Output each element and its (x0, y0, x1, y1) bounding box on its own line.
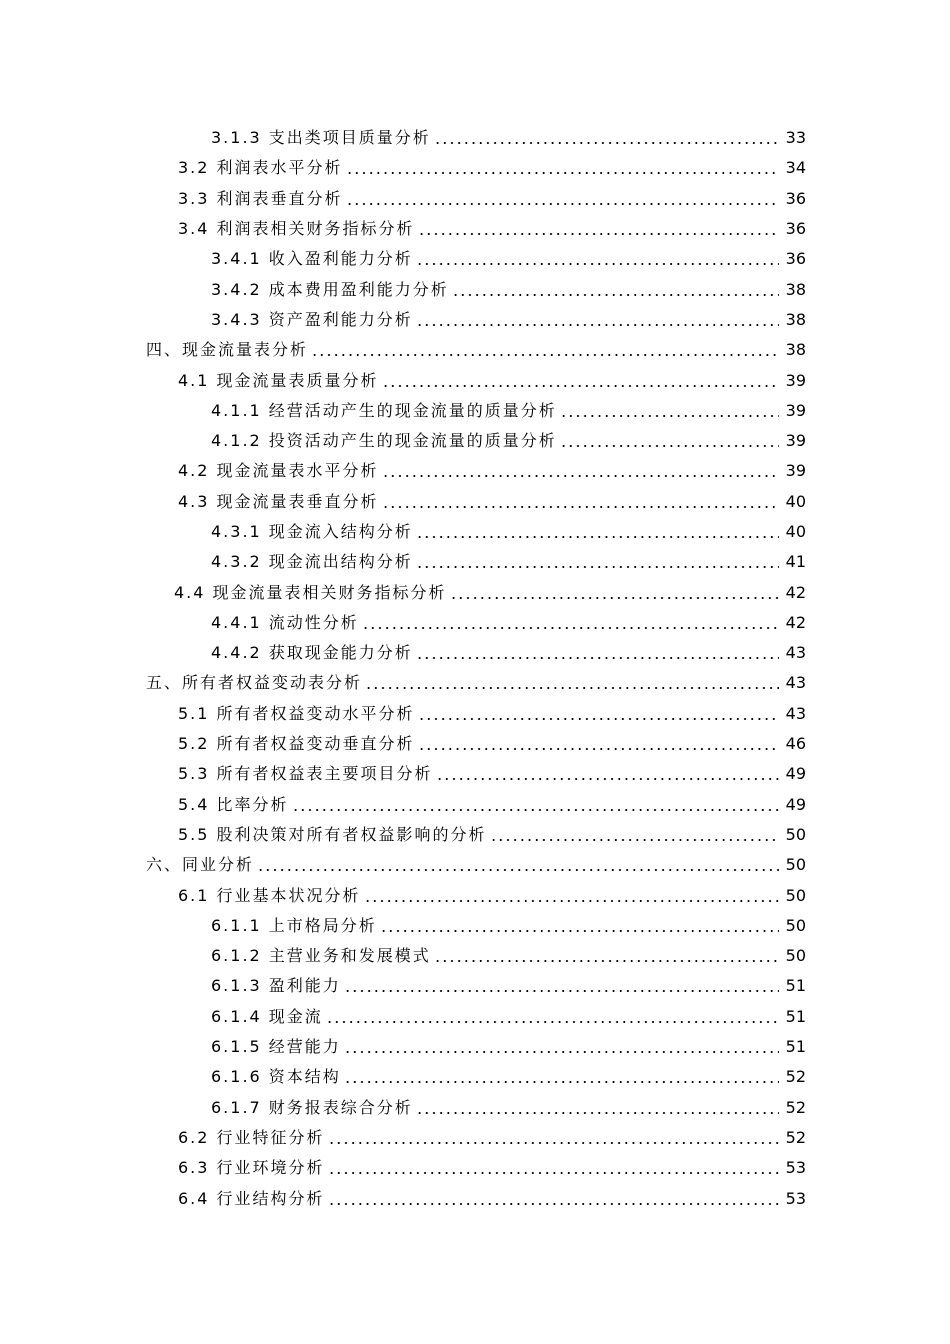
toc-entry-page-number: 39 (785, 400, 806, 420)
toc-entry-page-number: 53 (785, 1188, 806, 1208)
toc-entry[interactable] (0, 971, 950, 1001)
toc-entry-title: 3.4 利润表相关财务指标分析 (178, 219, 415, 239)
toc-entry[interactable] (0, 1123, 950, 1153)
toc-entry-title: 4.3.1 现金流入结构分析 (211, 522, 413, 541)
toc-entry-page-number: 52 (785, 1097, 806, 1117)
toc-entry-title: 4.3.2 现金流出结构分析 (211, 552, 413, 572)
toc-entry-title: 3.4.1 收入盈利能力分析 (211, 249, 413, 269)
toc-dot-leader (344, 990, 779, 992)
toc-entry-title: 6.2 行业特征分析 (178, 1127, 325, 1147)
toc-entry[interactable] (0, 880, 950, 910)
toc-entry-title: 4.1.2 投资活动产生的现金流量的质量分析 (211, 431, 557, 451)
toc-entry-page-number: 36 (785, 219, 806, 239)
toc-entry-title: 5.2 所有者权益变动垂直分析 (178, 734, 415, 754)
toc-dot-leader (450, 597, 779, 599)
toc-entry-title: 3.4.2 成本费用盈利能力分析 (211, 279, 449, 299)
toc-entry-title: 五、所有者权益变动表分析 (146, 673, 363, 693)
toc-entry-page-number: 51 (785, 976, 806, 996)
toc-entry[interactable] (0, 547, 950, 577)
toc-entry-page-number: 43 (785, 643, 806, 663)
toc-entry[interactable] (0, 1093, 950, 1123)
toc-entry[interactable] (0, 396, 950, 426)
toc-entry-page-number: 33 (785, 128, 806, 148)
toc-entry-title: 3.1.3 支出类项目质量分析 (211, 128, 431, 148)
toc-entry-title: 4.3 现金流量表垂直分析 (178, 491, 379, 511)
toc-dot-leader (436, 778, 779, 780)
toc-entry-page-number: 38 (785, 340, 806, 360)
toc-entry[interactable] (0, 1183, 950, 1213)
toc-dot-leader (416, 536, 779, 538)
toc-entry[interactable] (0, 305, 950, 335)
toc-entry-page-number: 53 (785, 1158, 806, 1178)
toc-entry-title: 4.1.1 经营活动产生的现金流量的质量分析 (211, 400, 557, 420)
toc-entry-title: 4.2 现金流量表水平分析 (178, 461, 379, 481)
toc-entry-page-number: 42 (785, 612, 806, 632)
toc-entry-title: 5.4 比率分析 (178, 794, 289, 814)
toc-entry-page-number: 49 (785, 794, 806, 814)
toc-entry[interactable] (0, 790, 950, 820)
toc-entry-title: 6.1.1 上市格局分析 (211, 915, 377, 935)
toc-entry-page-number: 36 (785, 249, 806, 269)
toc-entry-title: 3.2 利润表水平分析 (178, 158, 343, 178)
toc-dot-leader (365, 687, 779, 689)
toc-dot-leader (328, 1172, 779, 1174)
toc-entry[interactable] (0, 274, 950, 304)
toc-entry-title: 6.1.4 现金流 (211, 1006, 323, 1026)
toc-entry-page-number: 51 (785, 1037, 806, 1057)
toc-dot-leader (434, 142, 779, 144)
toc-dot-leader (346, 203, 779, 205)
toc-entry[interactable] (0, 668, 950, 698)
toc-dot-leader (382, 506, 779, 508)
toc-entry-title: 6.1.2 主营业务和发展模式 (211, 946, 431, 966)
toc-dot-leader (416, 566, 779, 568)
toc-entry-page-number: 50 (785, 824, 806, 844)
toc-dot-leader (382, 385, 779, 387)
toc-entry-title: 3.3 利润表垂直分析 (178, 188, 343, 208)
toc-dot-leader (416, 657, 779, 659)
toc-entry[interactable] (0, 153, 950, 183)
toc-entry-page-number: 50 (785, 946, 806, 966)
toc-dot-leader (257, 869, 779, 871)
toc-dot-leader (418, 748, 779, 750)
toc-entry[interactable] (0, 1153, 950, 1183)
toc-entry-page-number: 34 (785, 158, 806, 178)
toc-entry-page-number: 38 (785, 309, 806, 329)
toc-dot-leader (311, 354, 779, 356)
toc-dot-leader (452, 294, 779, 296)
toc-entry[interactable] (0, 850, 950, 880)
toc-entry[interactable] (0, 699, 950, 729)
toc-entry-title: 6.1 行业基本状况分析 (178, 885, 361, 905)
toc-entry-page-number: 52 (785, 1127, 806, 1147)
toc-dot-leader (416, 263, 779, 265)
toc-entry[interactable] (0, 1062, 950, 1092)
toc-entry-title: 4.1 现金流量表质量分析 (178, 370, 379, 390)
toc-dot-leader (418, 718, 779, 720)
toc-entry[interactable] (0, 941, 950, 971)
toc-entry-page-number: 38 (785, 279, 806, 299)
toc-entry-page-number: 52 (785, 1067, 806, 1087)
toc-entry-title: 4.4.2 获取现金能力分析 (211, 643, 413, 663)
toc-entry-title: 6.4 行业结构分析 (178, 1188, 325, 1208)
toc-entry-page-number: 50 (785, 885, 806, 905)
toc-entry-title: 6.1.3 盈利能力 (211, 976, 341, 996)
toc-entry-title: 6.1.6 资本结构 (211, 1067, 341, 1087)
toc-dot-leader (346, 172, 779, 174)
toc-entry[interactable] (0, 608, 950, 638)
toc-entry-title: 6.1.7 财务报表综合分析 (211, 1097, 413, 1117)
toc-entry[interactable] (0, 335, 950, 365)
toc-entry-title: 4.4 现金流量表相关财务指标分析 (174, 582, 447, 602)
toc-entry[interactable] (0, 456, 950, 486)
toc-entry-page-number: 49 (785, 764, 806, 784)
toc-entry-page-number: 43 (785, 673, 806, 693)
toc-entry-page-number: 40 (785, 522, 806, 541)
toc-entry-title: 4.4.1 流动性分析 (211, 612, 359, 632)
toc-entry-page-number: 50 (785, 855, 806, 875)
toc-entry-page-number: 51 (785, 1006, 806, 1026)
toc-entry-page-number: 43 (785, 703, 806, 723)
toc-entry-page-number: 39 (785, 431, 806, 451)
toc-entry-page-number: 39 (785, 461, 806, 481)
toc-entry[interactable] (0, 244, 950, 274)
toc-entry-page-number: 39 (785, 370, 806, 390)
toc-dot-leader (382, 475, 779, 477)
table-of-contents (0, 123, 950, 1214)
toc-entry[interactable] (0, 214, 950, 244)
toc-entry[interactable] (0, 820, 950, 850)
toc-entry[interactable] (0, 638, 950, 668)
toc-entry-page-number: 50 (785, 915, 806, 935)
toc-entry-title: 5.1 所有者权益变动水平分析 (178, 703, 415, 723)
toc-entry[interactable] (0, 1032, 950, 1062)
toc-entry-title: 六、同业分析 (146, 855, 255, 875)
toc-dot-leader (490, 839, 779, 841)
toc-entry-title: 6.3 行业环境分析 (178, 1158, 325, 1178)
toc-dot-leader (344, 1051, 779, 1053)
toc-entry-page-number: 41 (785, 552, 806, 572)
toc-entry-title: 5.5 股利决策对所有者权益影响的分析 (178, 824, 487, 844)
toc-dot-leader (560, 445, 779, 447)
toc-entry-page-number: 36 (785, 188, 806, 208)
toc-entry[interactable] (0, 365, 950, 395)
toc-entry-page-number: 40 (785, 491, 806, 511)
toc-entry[interactable] (0, 911, 950, 941)
toc-dot-leader (292, 809, 779, 811)
toc-entry-page-number: 42 (785, 582, 806, 602)
toc-dot-leader (326, 1021, 779, 1023)
toc-entry[interactable] (0, 487, 950, 517)
toc-entry[interactable] (0, 577, 950, 607)
toc-dot-leader (362, 627, 779, 629)
toc-dot-leader (344, 1081, 779, 1083)
toc-dot-leader (434, 960, 779, 962)
toc-dot-leader (328, 1142, 779, 1144)
toc-dot-leader (380, 930, 779, 932)
toc-dot-leader (416, 324, 779, 326)
toc-entry[interactable] (0, 517, 950, 547)
toc-dot-leader (328, 1203, 779, 1205)
toc-dot-leader (418, 233, 779, 235)
toc-dot-leader (416, 1112, 779, 1114)
toc-entry[interactable] (0, 426, 950, 456)
toc-entry-title: 5.3 所有者权益表主要项目分析 (178, 764, 433, 784)
toc-entry[interactable] (0, 123, 950, 153)
toc-entry[interactable] (0, 184, 950, 214)
toc-dot-leader (560, 415, 779, 417)
toc-entry-page-number: 46 (785, 734, 806, 754)
toc-entry-title: 四、现金流量表分析 (146, 340, 309, 360)
toc-entry[interactable] (0, 1002, 950, 1032)
toc-entry-title: 6.1.5 经营能力 (211, 1037, 341, 1057)
toc-dot-leader (364, 900, 779, 902)
toc-entry[interactable] (0, 729, 950, 759)
toc-entry-title: 3.4.3 资产盈利能力分析 (211, 309, 413, 329)
toc-entry[interactable] (0, 759, 950, 789)
